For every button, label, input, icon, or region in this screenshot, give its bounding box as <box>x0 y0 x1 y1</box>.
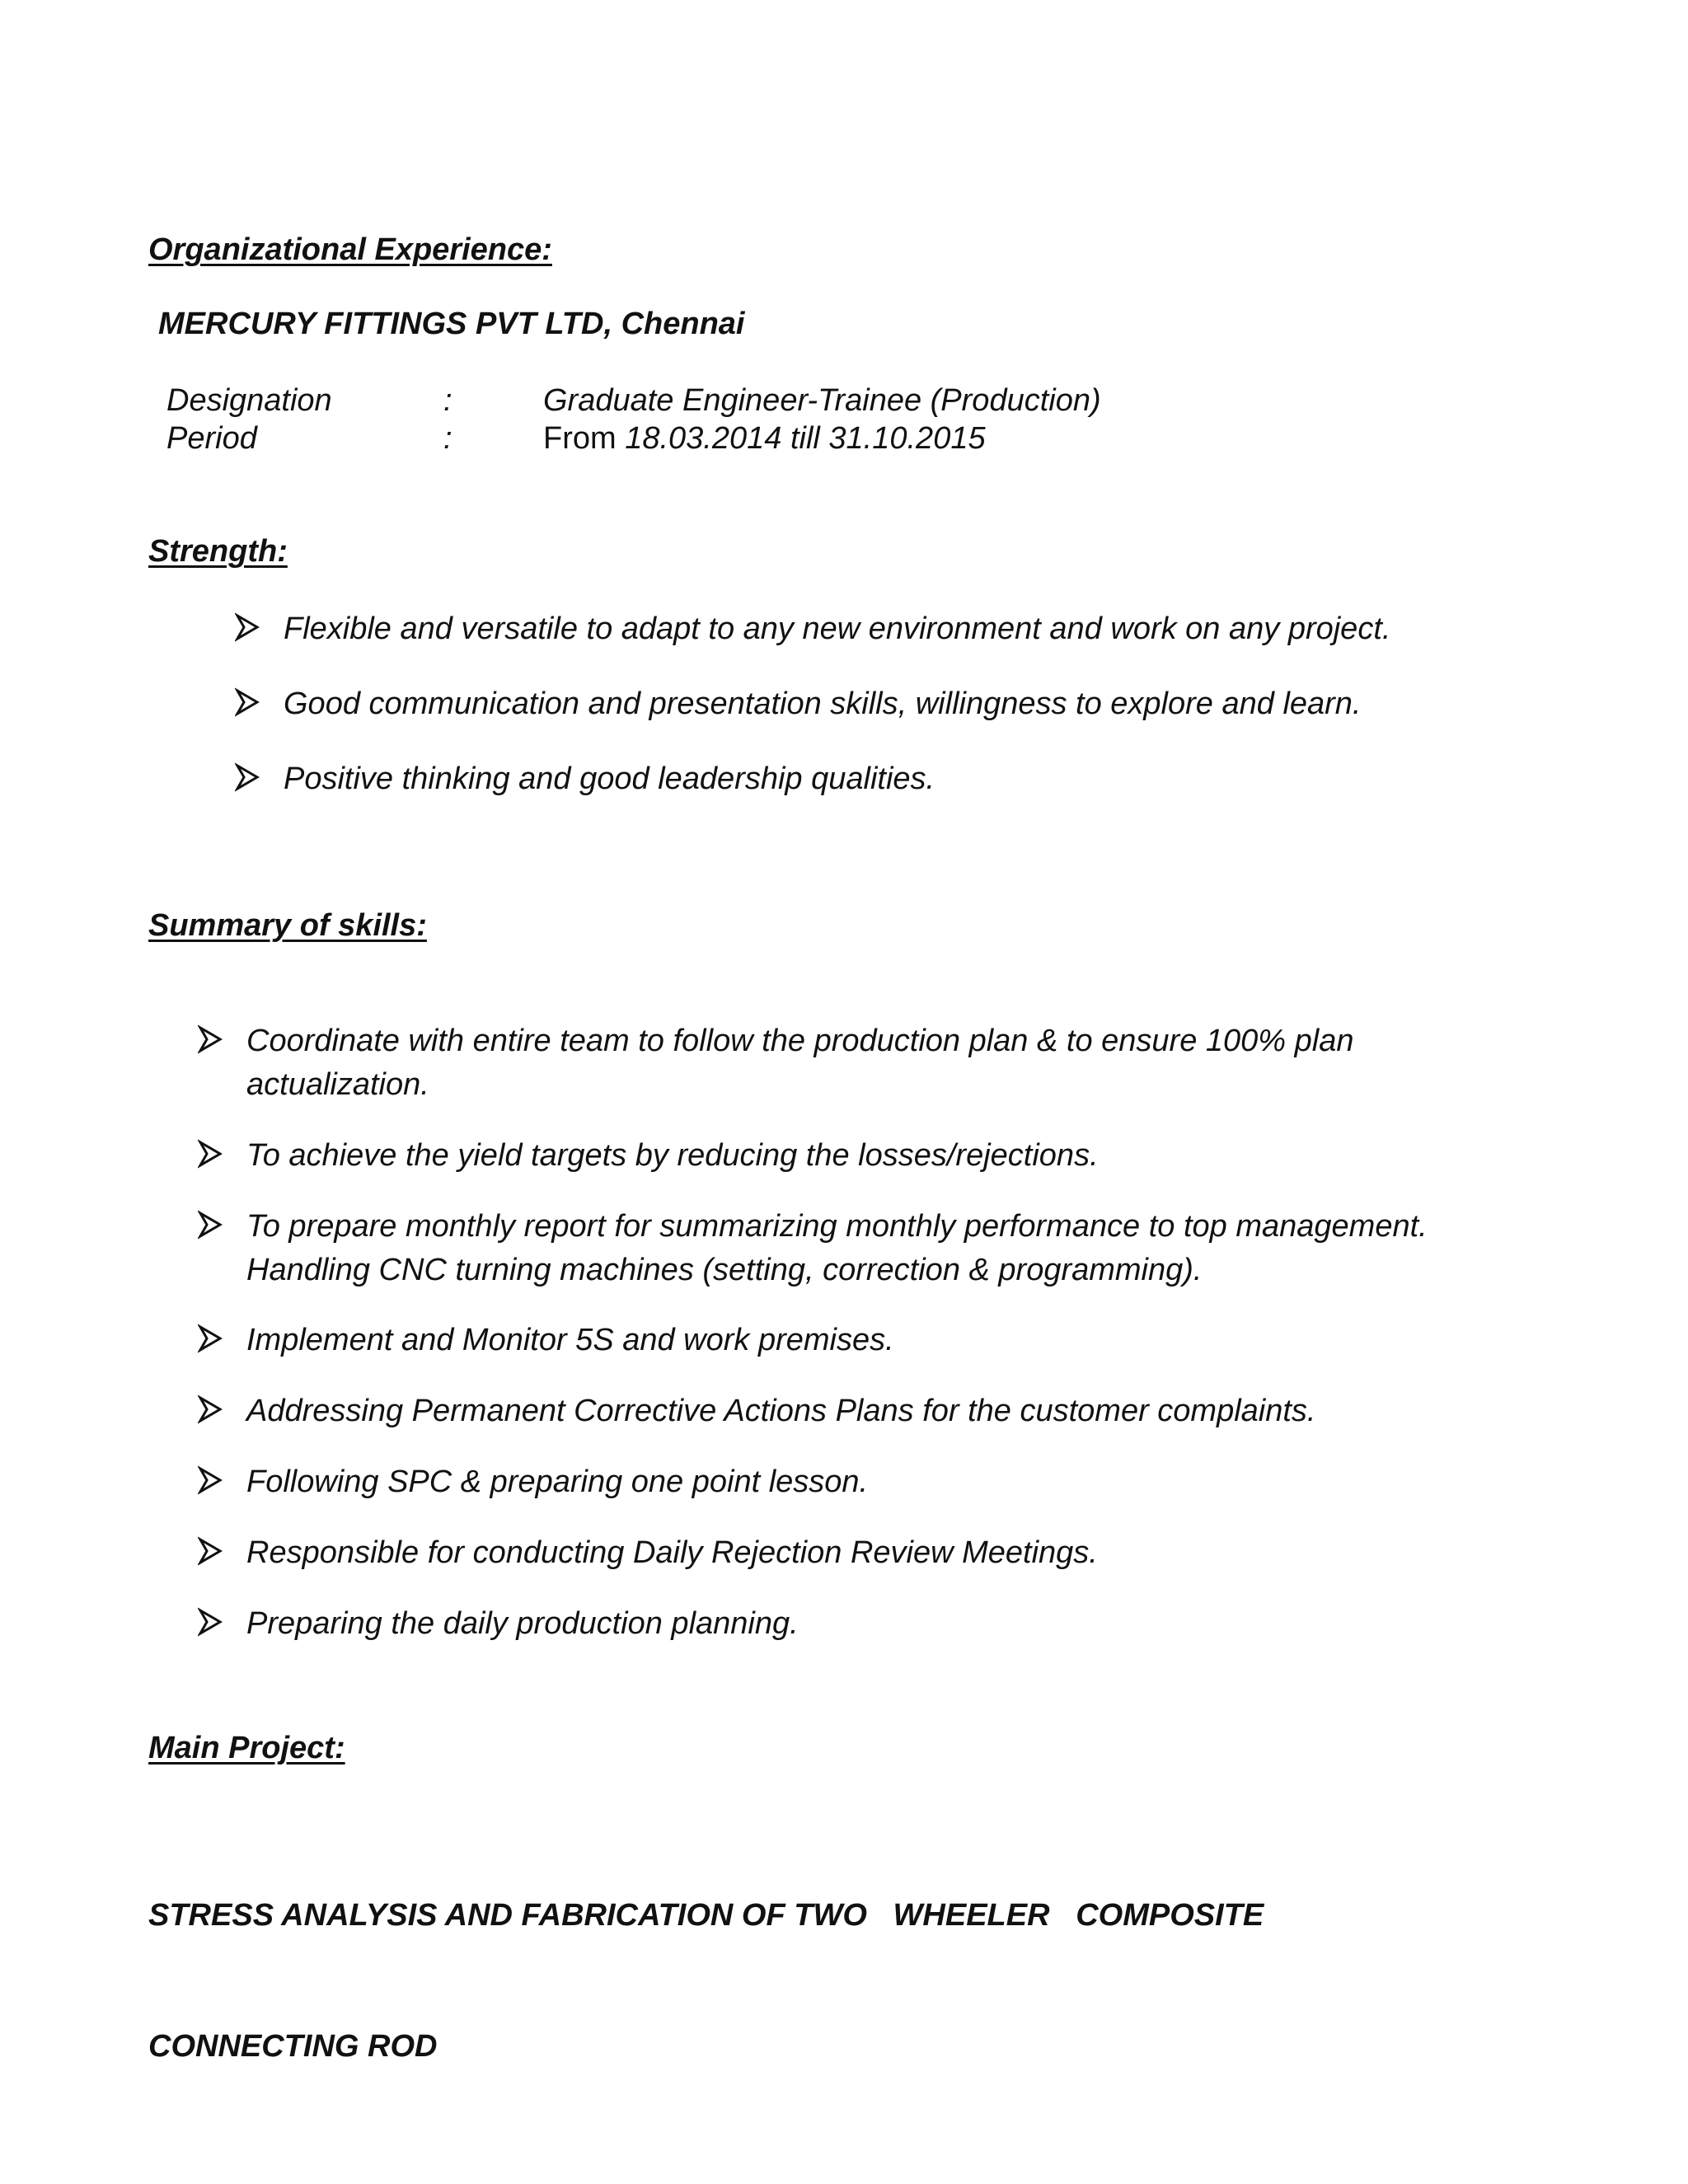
skill-item-line: actualization. <box>246 1067 429 1102</box>
arrowhead-bullet-icon <box>235 761 260 794</box>
skill-item-line: Coordinate with entire team to follow the production plan & to ensure 100% plan <box>246 1024 1354 1058</box>
skill-item-line: Responsible for conducting Daily Rejection Review Meetings. <box>246 1535 1098 1570</box>
period-colon: : <box>443 421 452 456</box>
arrowhead-bullet-icon <box>198 1393 223 1426</box>
strength-item-text: Positive thinking and good leadership qualities. <box>284 762 935 796</box>
strength-item-text: Good communication and presentation skills, willingness to explore and learn. <box>284 687 1362 721</box>
company-name: MERCURY FITTINGS PVT LTD, Chennai <box>158 307 745 341</box>
skill-item-line: Handling CNC turning machines (setting, correction & programming). <box>246 1253 1203 1287</box>
skill-item-line: Following SPC & preparing one point lesson. <box>246 1465 869 1499</box>
skill-item-line: To achieve the yield targets by reducing the losses/rejections. <box>246 1138 1099 1173</box>
arrowhead-bullet-icon <box>235 611 260 644</box>
arrowhead-bullet-icon <box>198 1023 223 1056</box>
designation-row <box>166 383 1320 421</box>
skill-item-line: Addressing Permanent Corrective Actions Plans for the customer complaints. <box>246 1394 1316 1428</box>
arrowhead-bullet-icon <box>198 1137 223 1170</box>
project-title-line: STRESS ANALYSIS AND FABRICATION OF TWO WHEELER COMPOSITE <box>148 1898 1264 1933</box>
skill-item-line: Preparing the daily production planning. <box>246 1606 799 1641</box>
arrowhead-bullet-icon <box>235 686 260 719</box>
arrowhead-bullet-icon <box>198 1605 223 1638</box>
skill-item-line: Implement and Monitor 5S and work premises. <box>246 1323 894 1357</box>
strength-item-text: Flexible and versatile to adapt to any new environment and work on any project. <box>284 612 1391 646</box>
period-row <box>166 421 1320 459</box>
arrowhead-bullet-icon <box>198 1464 223 1497</box>
designation-label: Designation <box>166 383 332 418</box>
designation-value: Graduate Engineer-Trainee (Production) <box>543 383 1101 418</box>
period-value: 18.03.2014 till 31.10.2015 <box>625 421 986 456</box>
designation-colon: : <box>443 383 452 418</box>
skill-item-line: To prepare monthly report for summarizing monthly performance to top management. <box>246 1209 1428 1244</box>
arrowhead-bullet-icon <box>198 1535 223 1568</box>
project-title-line: CONNECTING ROD <box>148 2029 438 2064</box>
section-heading-project: Main Project: <box>148 1731 345 1765</box>
period-label: Period <box>166 421 257 456</box>
section-heading-strength: Strength: <box>148 534 288 569</box>
section-heading-experience: Organizational Experience: <box>148 232 552 267</box>
arrowhead-bullet-icon <box>198 1322 223 1355</box>
period-value-prefix: From <box>543 421 617 456</box>
project-title <box>148 1807 1264 2156</box>
period-value-wrap <box>543 421 986 457</box>
arrowhead-bullet-icon <box>198 1208 223 1241</box>
section-heading-skills: Summary of skills: <box>148 908 427 943</box>
